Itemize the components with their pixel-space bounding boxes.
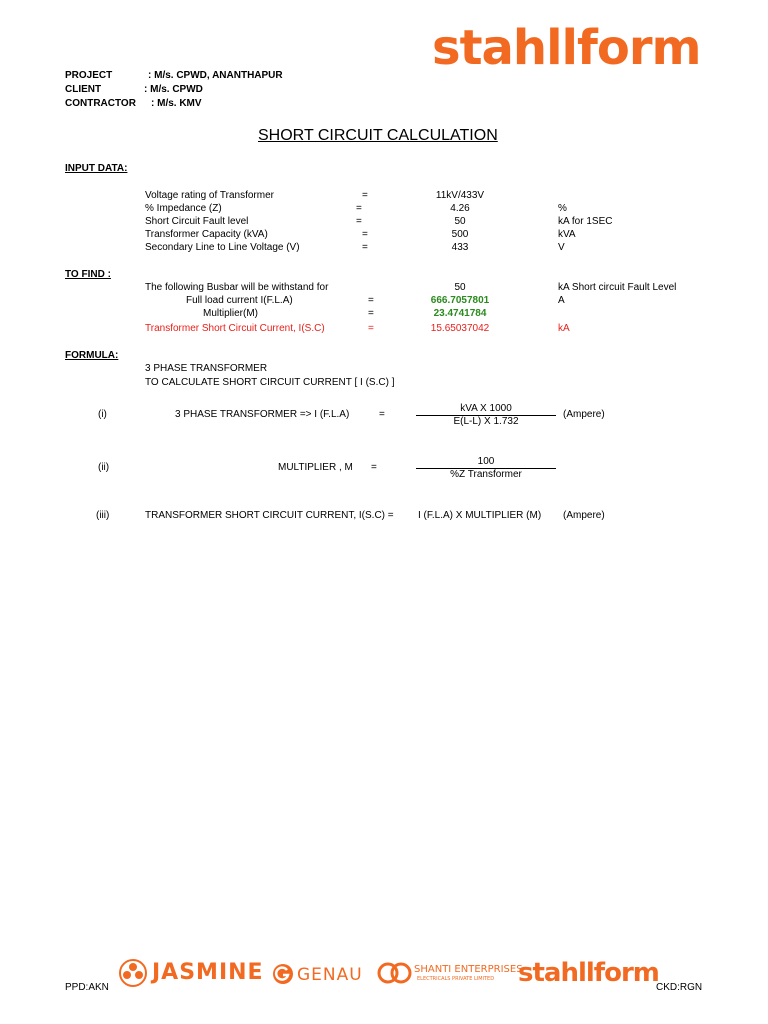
tofind-heading: TO FIND : bbox=[65, 269, 111, 280]
input-eq: = bbox=[356, 203, 362, 214]
stahllform-footer-wordmark: stahllform bbox=[518, 958, 659, 988]
stahllform-footer-logo bbox=[518, 958, 658, 990]
formula-1-text: 3 PHASE TRANSFORMER => I (F.L.A) bbox=[175, 409, 350, 420]
isc-label: Transformer Short Circuit Current, I(S.C) bbox=[145, 323, 325, 334]
stahllform-logo: stahllform bbox=[432, 20, 701, 76]
input-eq: = bbox=[362, 190, 368, 201]
input-label-capacity: Transformer Capacity (kVA) bbox=[145, 229, 268, 240]
shanti-subline: ELECTRICALS PRIVATE LIMITED bbox=[417, 976, 495, 982]
isc-eq: = bbox=[368, 323, 374, 334]
formula-line1: 3 PHASE TRANSFORMER bbox=[145, 363, 268, 374]
formula-1-denominator: E(L-L) X 1.732 bbox=[453, 416, 519, 427]
formula-1-unit: (Ampere) bbox=[563, 409, 605, 420]
input-value-voltage: 11kV/433V bbox=[435, 190, 485, 201]
multiplier-value: 23.4741784 bbox=[433, 308, 487, 319]
project-value: : M/s. CPWD, ANANTHAPUR bbox=[148, 70, 283, 81]
input-unit-secondary-voltage: V bbox=[558, 242, 565, 253]
input-value-capacity: 500 bbox=[451, 229, 469, 240]
fla-value: 666.7057801 bbox=[430, 295, 490, 306]
input-label-voltage: Voltage rating of Transformer bbox=[145, 190, 274, 201]
input-unit-impedance: % bbox=[558, 203, 567, 214]
genau-logo bbox=[272, 958, 368, 990]
genau-wordmark: GENAU bbox=[297, 965, 363, 985]
input-eq: = bbox=[362, 229, 368, 240]
formula-line2: TO CALCULATE SHORT CIRCUIT CURRENT [ I (S.C) ] bbox=[145, 377, 395, 388]
input-unit-capacity: kVA bbox=[558, 229, 576, 240]
footer-checked-by: CKD:RGN bbox=[656, 982, 703, 993]
multiplier-eq: = bbox=[368, 308, 374, 319]
formula-3-text: TRANSFORMER SHORT CIRCUIT CURRENT, I(S.C) = bbox=[145, 510, 394, 521]
formula-1-eq: = bbox=[379, 409, 385, 420]
formula-2-number: (ii) bbox=[98, 462, 110, 473]
formula-2-denominator: %Z Transformer bbox=[450, 469, 522, 480]
client-value: : M/s. CPWD bbox=[144, 84, 203, 95]
genau-mark-icon bbox=[272, 963, 294, 985]
client-label: CLIENT bbox=[65, 84, 102, 95]
shanti-mark-icon bbox=[377, 962, 413, 984]
formula-1-number: (i) bbox=[98, 409, 107, 420]
input-label-secondary-voltage: Secondary Line to Line Voltage (V) bbox=[145, 242, 300, 253]
shanti-logo bbox=[377, 958, 523, 990]
formula-2-text: MULTIPLIER , M bbox=[278, 462, 353, 473]
jasmine-wordmark: JASMINE bbox=[152, 960, 264, 985]
formula-1-numerator: kVA X 1000 bbox=[460, 403, 512, 414]
fla-unit: A bbox=[558, 295, 565, 306]
jasmine-flower-icon bbox=[118, 958, 148, 988]
fla-label: Full load current I(F.L.A) bbox=[186, 295, 293, 306]
fla-eq: = bbox=[368, 295, 374, 306]
contractor-label: CONTRACTOR bbox=[65, 98, 136, 109]
input-eq: = bbox=[362, 242, 368, 253]
footer-prepared-by: PPD:AKN bbox=[65, 982, 109, 993]
formula-2-numerator: 100 bbox=[477, 456, 495, 467]
page-title: SHORT CIRCUIT CALCULATION bbox=[258, 127, 498, 144]
input-unit-fault-level: kA for 1SEC bbox=[558, 216, 613, 227]
input-value-impedance: 4.26 bbox=[450, 203, 470, 214]
input-heading: INPUT DATA: bbox=[65, 163, 128, 174]
busbar-label: The following Busbar will be withstand for bbox=[145, 282, 329, 293]
input-value-fault-level: 50 bbox=[454, 216, 466, 227]
busbar-unit: kA Short circuit Fault Level bbox=[558, 282, 677, 293]
multiplier-label: Multiplier(M) bbox=[203, 308, 258, 319]
input-value-secondary-voltage: 433 bbox=[451, 242, 469, 253]
formula-3-rhs: I (F.L.A) X MULTIPLIER (M) bbox=[418, 510, 542, 521]
formula-3-number: (iii) bbox=[96, 510, 110, 521]
input-label-impedance: % Impedance (Z) bbox=[145, 203, 222, 214]
formula-3-unit: (Ampere) bbox=[563, 510, 605, 521]
isc-unit: kA bbox=[558, 323, 570, 334]
busbar-value: 50 bbox=[454, 282, 466, 293]
formula-2-eq: = bbox=[371, 462, 377, 473]
project-label: PROJECT bbox=[65, 70, 113, 81]
jasmine-logo bbox=[118, 958, 266, 990]
formula-heading: FORMULA: bbox=[65, 350, 119, 361]
contractor-value: : M/s. KMV bbox=[151, 98, 202, 109]
input-label-fault-level: Short Circuit Fault level bbox=[145, 216, 249, 227]
isc-value: 15.65037042 bbox=[430, 323, 490, 334]
input-eq: = bbox=[356, 216, 362, 227]
shanti-wordmark: SHANTI ENTERPRISES bbox=[414, 964, 523, 975]
